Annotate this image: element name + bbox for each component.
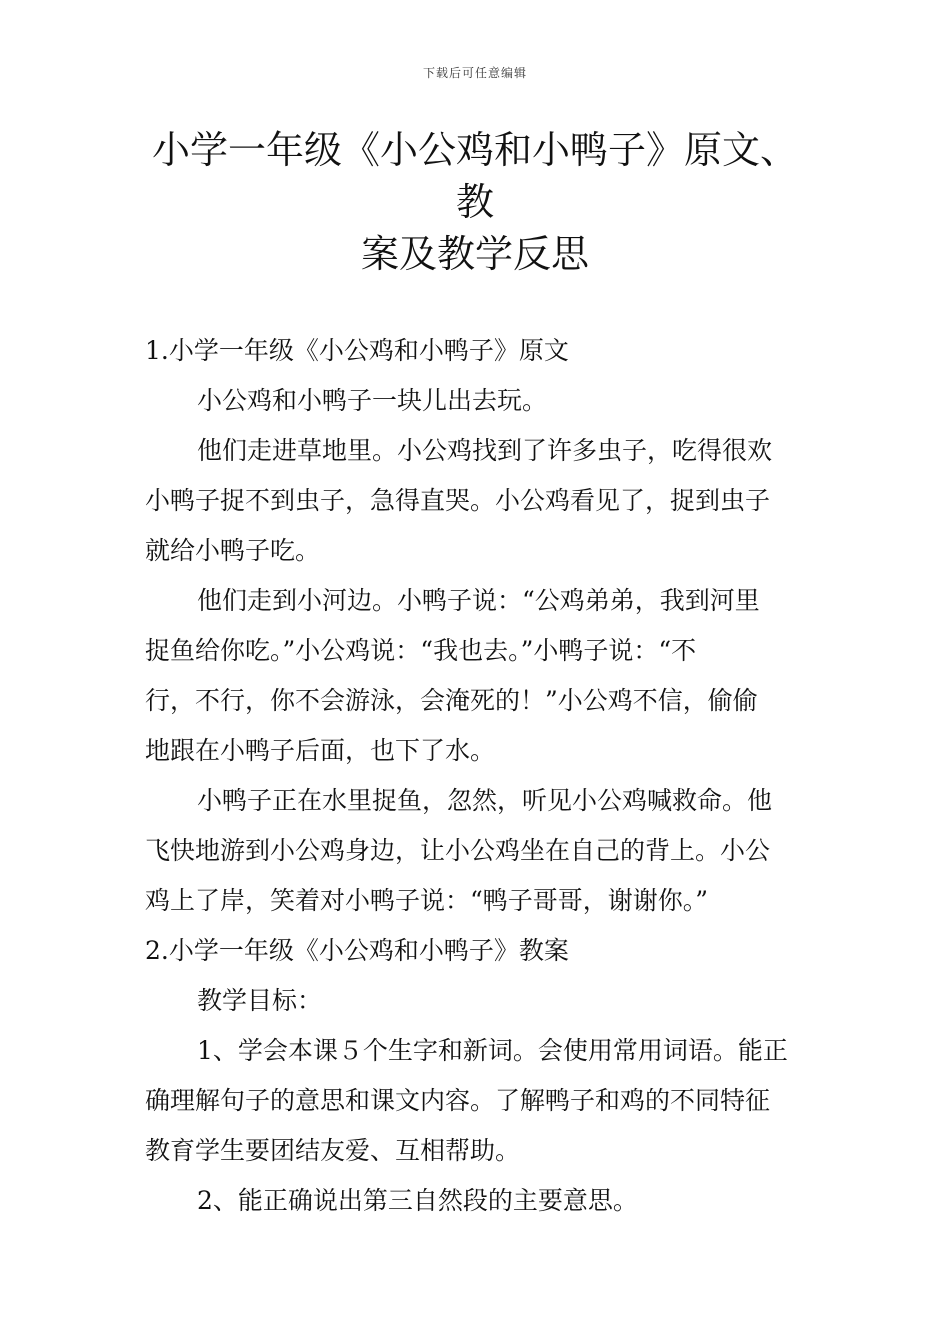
paragraph-line: 2、能正确说出第三自然段的主要意思。 (197, 1186, 638, 1215)
header-note: 下载后可任意编辑 (422, 66, 527, 80)
paragraph-line: 捉鱼给你吃。”小公鸡说：“我也去。”小鸭子说：“不 (145, 636, 697, 665)
document-body (145, 326, 810, 1226)
paragraph-line: 小鸭子捉不到虫子，急得直哭。小公鸡看见了，捉到虫子 (145, 486, 771, 515)
paragraph-line: 行，不行，你不会游泳，会淹死的！”小公鸡不信，偷偷 (145, 686, 758, 715)
section-heading-lesson-plan: 2.小学一年级《小公鸡和小鸭子》教案 (145, 936, 569, 965)
document-title (140, 124, 810, 280)
paragraph-line: 教育学生要团结友爱、互相帮助。 (145, 1136, 521, 1165)
paragraph-line: 他们走进草地里。小公鸡找到了许多虫子，吃得很欢 (197, 436, 773, 465)
paragraph-line: 鸡上了岸，笑着对小鸭子说：“鸭子哥哥，谢谢你。” (145, 886, 709, 915)
paragraph-line: 教学目标： (197, 986, 323, 1015)
paragraph-line: 就给小鸭子吃。 (145, 536, 321, 565)
section-heading-original-text: 1.小学一年级《小公鸡和小鸭子》原文 (145, 336, 569, 365)
title-line-1: 小学一年级《小公鸡和小鸭子》原文、教 (151, 128, 798, 224)
paragraph-line: 确理解句子的意思和课文内容。了解鸭子和鸡的不同特征 (145, 1086, 771, 1115)
paragraph-line: 飞快地游到小公鸡身边，让小公鸡坐在自己的背上。小公 (145, 836, 771, 865)
paragraph-line: 小鸭子正在水里捉鱼，忽然，听见小公鸡喊救命。他 (197, 786, 773, 815)
paragraph-line: 1、学会本课５个生字和新词。会使用常用词语。能正 (197, 1036, 788, 1065)
paragraph-line: 地跟在小鸭子后面，也下了水。 (145, 736, 496, 765)
paragraph-line: 小公鸡和小鸭子一块儿出去玩。 (197, 386, 548, 415)
paragraph-line: 他们走到小河边。小鸭子说：“公鸡弟弟，我到河里 (197, 586, 760, 615)
title-line-2: 案及教学反思 (360, 232, 589, 276)
